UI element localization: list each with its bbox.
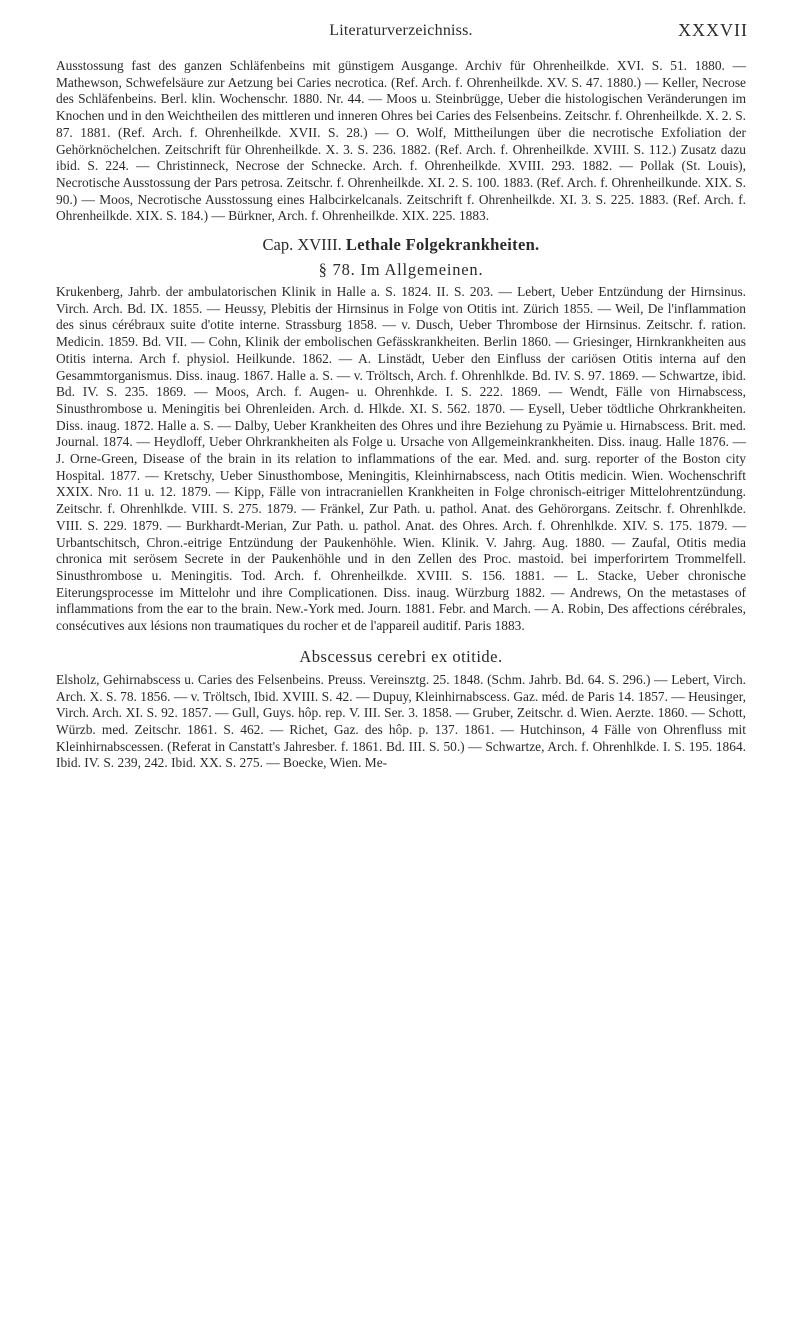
book-page [56,18,746,772]
subsection-heading: Abscessus cerebri ex otitide. [299,646,503,666]
chapter-number: Cap. XVIII. [262,235,342,255]
paragraph-necrosis-references: Ausstossung fast des ganzen Schläfenbeins mit günstigem Ausgange. Archiv für Ohrenheilkde. XVI. S. 51. 1880. — Mathewson, Schwefelsäure zur Aetzung bei Caries necrotica. (Ref. Arch. f. Ohrenheilkde. XV. S. 47. 1880.) — Keller, Necrose des Schläfenbeins. Berl. klin. Wochenschr. 1880. Nr. 44. — Moos u. Steinbrügge, Ueber die histologischen Veränderungen im Knochen und in den Weichtheilen des mittleren und inneren Ohres bei Caries des Felsenbeins. Zeitschr. f. Ohrenheilkde. X. 2. S. 87. 1881. (Ref. Arch. f. Ohrenheilkde. XVII. S. 28.) — O. Wolf, Mittheilungen über die necrotische Exfoliation der Gehörknöchelchen. Zeitschrift für Ohrenheilkde. X. 3. S. 236. 1882. (Ref. Arch. f. Ohrenheilkde. XVIII. S. 112.) Zusatz dazu ibid. S. 224. — Christinneck, Necrose der Schnecke. Arch. f. Ohrenheilkde. XVIII. 293. 1882. — Pollak (St. Louis), Necrotische Ausstossung der Pars petrosa. Zeitschr. f. Ohrenheilkde. XI. 2. S. 100. 1883. (Ref. Arch. f. Ohrenheilkunde. XIX. S. 90.) — Moos, Necrotische Ausstossung eines Halbcirkelcanals. Zeitschrift f. Ohrenheilkde. XI. 3. S. 225. 1883. (Ref. Arch. f. Ohrenheilkde. XIX. S. 184.) — Bürkner, Arch. f. Ohrenheilkde. XIX. 225. 1883. [56,58,746,224]
running-title: Literaturverzeichniss. [329,22,473,39]
paragraph-general-references: Krukenberg, Jahrb. der ambulatorischen Klinik in Halle a. S. 1824. II. S. 203. — Lebert, Ueber Entzündung der Hirnsinus. Virch. Arch. Bd. IX. 1855. — Heussy, Plebitis der Hirnsinus in Folge von Otitis int. Zürich 1855. — Weil, De l'inflammation des sinus cérébraux suite d'otite interne. Strassburg 1858. — v. Dusch, Ueber Thrombose der Hirnsinus. Zeitschr. f. ration. Medicin. 1859. Bd. VII. — Cohn, Klinik der embolischen Gefässkrankheiten. Berlin 1860. — Griesinger, Hirnkrankheiten aus Otitis interna. Arch f. physiol. Heilkunde. 1862. — A. Linstädt, Ueber den Einfluss der cariösen Otitis interna auf den Gesammtorganismus. Diss. inaug. 1867. Halle a. S. — v. Tröltsch, Arch. f. Ohrenhlkde. Bd. IV. S. 97. 1869. — Schwartze, ibid. Bd. IV. S. 235. 1869. — Moos, Arch. f. Augen- u. Ohrenhkde. I. S. 222. 1869. — Wendt, Fälle von Hirnabscess, Sinusthrombose u. Meningitis bei Ohrenleiden. Arch. d. Hlkde. XI. S. 562. 1870. — Eysell, Ueber tödtliche Ohrkrankheiten. Diss. inaug. 1872. Halle a. S. — Dalby, Ueber Krankheiten des Ohres und ihre Beziehung zu Pyämie u. Hirnabscess. Brit. med. Journal. 1874. — Heydloff, Ueber Ohrkrankheiten als Folge u. Ursache von Allgemeinkrankheiten. Diss. inaug. Halle 1876. — J. Orne-Green, Disease of the brain in its relation to inflammations of the ear. Med. and. surg. reporter of the Boston city Hospital. 1877. — Kretschy, Ueber Sinusthombose, Meningitis, Kleinhirnabscess, nach Otitis medicin. Wien. Wochenschrift XXIX. Nro. 11 u. 12. 1879. — Kipp, Fälle von intracraniellen Krankheiten in Folge chronisch-eitriger Mittelohrentzündung. Zeitschr. f. Ohrenhlkde. VIII. S. 275. 1879. — Fränkel, Zur Path. u. pathol. Anat. des Gehörorgans. Zeitschr. f. Ohrenhlkde. VIII. S. 229. 1879. — Burkhardt-Merian, Zur Path. u. pathol. Anat. des Ohres. Arch. f. Ohrenhlkde. XIV. S. 175. 1879. — Urbantschitsch, Chron.-eitrige Entzündung der Paukenhöhle. Wien. Klinik. V. Jahrg. Aug. 1880. — Zaufal, Otitis media chronica mit serösem Secrete in der Paukenhöhle und in den Zellen des Proc. mastoid. bei imperforirtem Trommelfell. Sinusthrombose u. Meningitis. Tod. Arch. f. Ohrenheilkde. XVIII. S. 156. 1881. — L. Stacke, Ueber chronische Eiterungsprocesse im Mittelohr und ihre Complicationen. Diss. inaug. Würzburg 1882. — Andrews, On the metastases of inflammations from the ear to the brain. New.-York med. Journ. 1881. Febr. and March. — A. Robin, Des affections cérébrales, consécutives aux lésions non traumatiques du rocher et de l'appareil auditif. Paris 1883. [56,284,746,634]
paragraph-abscess-references: Elsholz, Gehirnabscess u. Caries des Felsenbeins. Preuss. Vereinsztg. 25. 1848. (Schm. Jahrb. Bd. 64. S. 296.) — Lebert, Virch. Arch. X. S. 78. 1856. — v. Tröltsch, Ibid. XVIII. S. 42. — Dupuy, Kleinhirnabscess. Gaz. méd. de Paris 14. 1857. — Heusinger, Virch. Arch. XI. S. 92. 1857. — Gull, Guys. hôp. rep. V. III. Ser. 3. 1858. — Gruber, Zeitschr. d. Wien. Aerzte. 1860. — Schott, Würzb. med. Zeitschr. 1861. S. 462. — Richet, Gaz. des hôp. p. 137. 1861. — Hutchinson, 4 Fälle von Ohrenfluss mit Kleinhirnabscessen. (Referat in Canstatt's Jahresber. f. 1861. Bd. III. S. 50.) — Schwartze, Arch. f. Ohrenhlkde. I. S. 195. 1864. Ibid. IV. S. 239, 242. Ibid. XX. S. 275. — Boecke, Wien. Me- [56,671,746,771]
chapter-title: Lethale Folgekrankheiten. [345,235,540,255]
page-header [56,18,746,58]
chapter-heading [56,235,746,255]
page-number: XXXVII [678,20,748,40]
section-heading: § 78. Im Allgemeinen. [318,260,484,280]
